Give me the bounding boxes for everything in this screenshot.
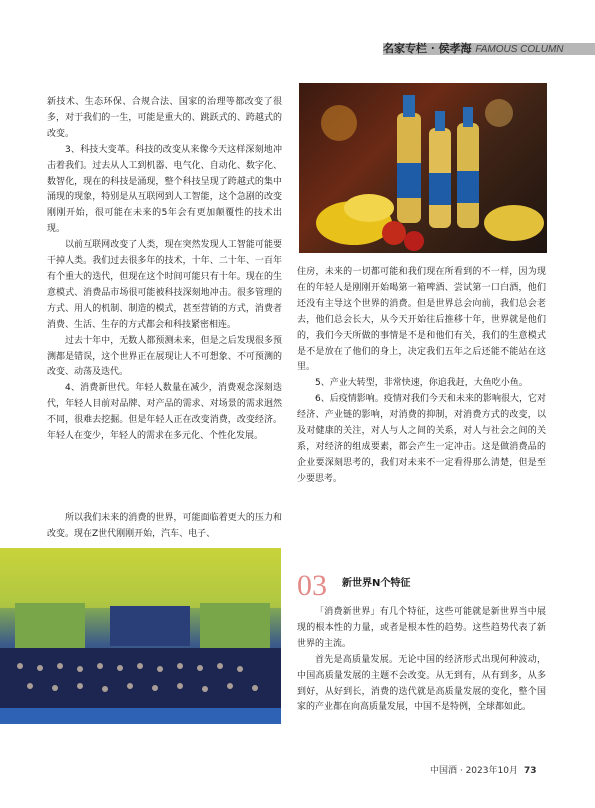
right-column-section [297, 605, 546, 716]
section-number: 03 [297, 569, 327, 602]
left-column [47, 95, 282, 445]
paragraph: 以前互联网改变了人类，现在突然发现人工智能可能要干掉人类。我们过去很多年的技术，十年、二十年、一百年有个重大的迭代，但现在这个时间可能只有十年。现在的生意模式、消费品市场很可能被科技深刻地冲击。很多管理的方式、用人的机制、制造的模式，甚至营销的方式，消费者消费、生活、生存的方式都会和科技紧密相连。 [47, 240, 282, 330]
magazine-name: 中国酒 · 2023年10月 [430, 766, 518, 776]
paragraph: 新技术、生态环保、合规合法、国家的治理等都改变了很多，对于我们的一生，可能是重大的、跳跃式的、跨越式的改变。 [47, 97, 282, 139]
paragraph: 「消费新世界」有几个特征，这些可能就是新世界当中展现的根本性的力量，或者是根本性的趋势。这些趋势代表了新世界的主流。 [297, 607, 546, 649]
paragraph: 过去十年中，无数人都预测未来，但是之后发现很多预测都是错误，这个世界正在展现让人不可想象、不可预测的改变、动荡及迭代。 [47, 335, 282, 378]
paragraph: 4、消费新世代。年轻人数量在减少，消费观念深刻迭代，年轻人目前对品牌、对产品的需求、对场景的需求迥然不同，很难去挖掘。但是年轻人正在改变消费，改变经济。年轻人在变少，年轻人的需求在多元化、个性化发展。 [47, 383, 282, 442]
header-en: FAMOUS COLUMN [475, 44, 564, 55]
paragraph: 所以我们未来的消费的世界，可能面临着更大的压力和改变。现在Z世代刚刚开始，汽车、电子、 [47, 513, 282, 539]
conference-photo [0, 548, 281, 724]
conference-illustration [0, 548, 281, 724]
paragraph: 3、科技大变革。科技的改变从来像今天这样深刻地冲击着我们。过去从人工到机器、电气化、自动化、数字化、数智化，现在的科技是涌现，整个科技呈现了跨越式的集中涌现的现象，特别是从互联网到人工智能，这个急剧的改变刚刚开始，很可能在未来的5年会有更加颠覆性的技术出现。 [47, 144, 282, 235]
paragraph: 6、后疫情影响。疫情对我们今天和未来的影响很大，它对经济、产业链的影响，对消费的抑制，对消费方式的改变，以及对健康的关注，对人与人之间的关系，对人与社会之间的关系，对经济的组成要素，都会产生一定冲击。这是做消费品的企业要深刻思考的，我们对未来不一定看得那么清楚，但是至少要思考。 [297, 394, 546, 484]
right-column [297, 265, 546, 488]
section-title: 新世界N个特征 [342, 578, 411, 589]
paragraph: 住房，未来的一切都可能和我们现在所看到的不一样，因为现在的年轻人是刚刚开始喝第一箱啤酒、尝试第一口白酒，他们还没有主导这个世界的消费。但是世界总会向前，我们总会老去，他们总会长大，从今天开始往后推移十年，世界就是他们的，我们今天所做的事情是不是和他们有关，我们的生意模式是不是放在了他们的身上，决定我们五年之后还能不能站在这里。 [297, 267, 546, 373]
paragraph: 5、产业大转型，非常快速，你追我赶，大鱼吃小鱼。 [315, 378, 528, 389]
page-number: 73 [523, 766, 537, 776]
column-header [383, 40, 564, 56]
header-cn: 名家专栏 · 侯孝海 [383, 42, 472, 55]
page-footer [430, 763, 536, 776]
left-column-bottom [47, 511, 282, 543]
beverage-photo [299, 83, 547, 253]
paragraph: 首先是高质量发展。无论中国的经济形式出现何种波动，中国高质量发展的主题不会改变。从无到有，从有到多，从多到好，从好到长，消费的迭代就是高质量发展的变化，整个国家的产业都在向高质量发展，中国不是特例，全球都如此。 [297, 654, 546, 713]
beverage-illustration [299, 83, 547, 253]
